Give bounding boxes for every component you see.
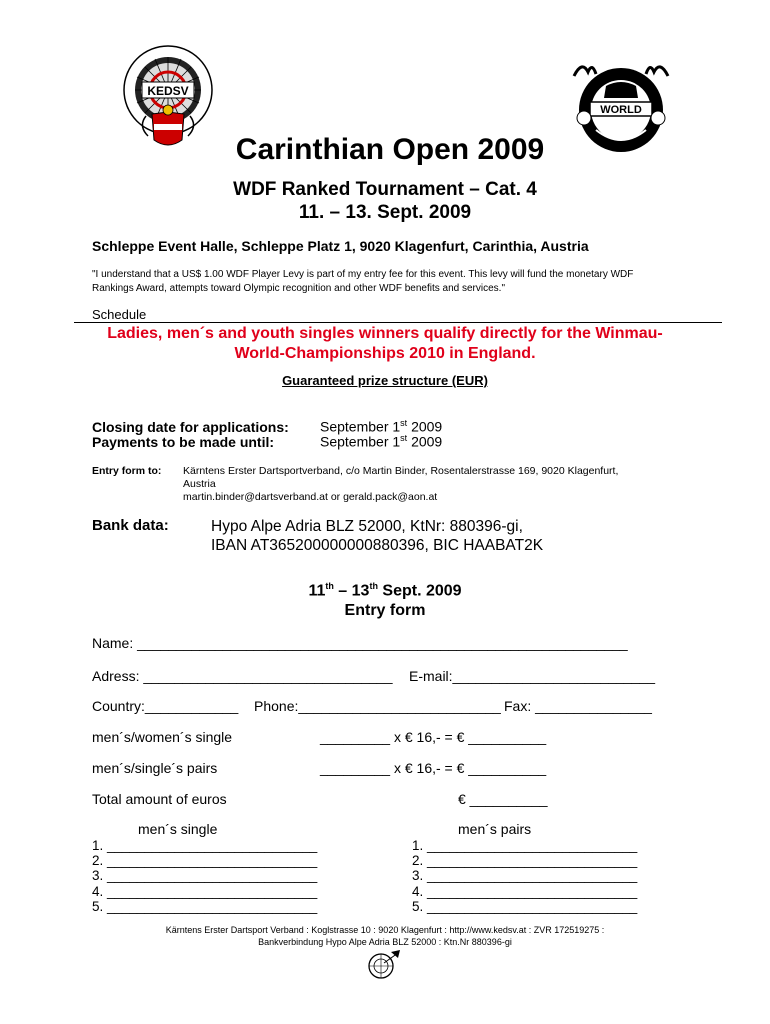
entry-date-start-sup: th [325,581,334,591]
entry-to-line-2: Austria [183,478,216,490]
total-amount-field[interactable]: € __________ [458,791,548,807]
entry-date-end: – 13 [333,582,370,600]
single-fee-calc[interactable]: _________ x € 16,- = € __________ [320,729,547,745]
wdf-logo-text: WORLD [600,104,642,116]
payment-date-sup: st [400,433,408,443]
closing-date-text: September 1 [320,418,401,435]
levy-statement: "I understand that a US$ 1.00 WDF Player Levy is part of my entry fee for this event. This levy will fund the monetary WDF Rankings Award, attempts toward Olympic recognition and other WDF benefits and services." [92,269,634,294]
list-item[interactable]: 1. ____________________________ [412,838,638,853]
list-item[interactable]: 2. ____________________________ [92,853,318,869]
list-item[interactable]: 1. ____________________________ [92,838,318,853]
entry-to-line-1: Kärntens Erster Dartsportverband, c/o Martin Binder, Rosentalerstrasse 169, 9020 Klagenfurt, [183,465,619,477]
bank-line-1: Hypo Alpe Adria BLZ 52000, KtNr: 880396-gi, [211,518,523,535]
list-item[interactable]: 4. ____________________________ [412,883,638,899]
bank-label: Bank data: [92,517,169,534]
adress-field[interactable]: Adress: ________________________________ [92,668,393,684]
entry-to-emails[interactable]: martin.binder@dartsverband.at or gerald.pack@aon.at [183,491,438,503]
single-list-heading: men´s single [138,821,218,837]
fax-field[interactable]: Fax: _______________ [504,698,652,714]
email-field[interactable]: E-mail:__________________________ [409,668,655,684]
payment-date-value [320,433,442,450]
tournament-subtitle: WDF Ranked Tournament – Cat. 4 [233,179,537,200]
footer-line-1: Kärntens Erster Dartsport Verband : Koglstrasse 10 : 9020 Klagenfurt : http://www.kedsv.at : ZVR 172519275 : [165,925,605,935]
closing-date-year: 2009 [407,418,443,435]
list-item[interactable]: 2. ____________________________ [412,853,638,869]
tournament-dates: 11. – 13. Sept. 2009 [298,202,472,223]
qualification-notice [20,324,750,364]
list-item[interactable]: 3. ____________________________ [92,868,318,884]
country-field[interactable]: Country:____________ [92,698,239,714]
page-title: Carinthian Open 2009 [235,133,545,166]
venue-address: Schleppe Event Halle, Schleppe Platz 1, 9020 Klagenfurt, Carinthia, Austria [92,238,589,254]
single-list [92,838,317,914]
pairs-fee-label: men´s/single´s pairs [92,760,218,776]
total-label: Total amount of euros [92,791,227,807]
pairs-fee-calc[interactable]: _________ x € 16,- = € __________ [320,760,547,776]
entry-to-address [183,465,618,504]
single-fee-label: men´s/women´s single [92,729,233,745]
qualification-line-1: Ladies, men´s and youth singles winners qualify directly for the Winmau- [107,325,663,342]
bank-line-2: IBAN AT365200000000880396, BIC HAABAT2K [211,537,544,554]
entry-date-end-sup: th [369,581,378,591]
phone-field[interactable]: Phone:__________________________ [254,698,501,714]
payment-date-text: September 1 [320,433,401,450]
bank-details [211,517,543,555]
entry-date-month: Sept. 2009 [377,582,462,600]
name-field[interactable]: Name: _______________________________________________________________ [92,635,628,651]
list-item[interactable]: 5. ____________________________ [412,898,638,914]
entry-date-start: 11 [308,582,326,600]
footer-logo-icon [364,948,406,980]
entry-to-label: Entry form to: [92,465,162,477]
pairs-list [412,838,637,914]
closing-date-label: Closing date for applications: [92,419,289,435]
divider [74,322,722,323]
footer-line-2: Bankverbindung Hypo Alpe Adria BLZ 52000 : Ktn.Nr 880396-gi [258,937,512,947]
list-item[interactable]: 4. ____________________________ [92,883,318,899]
footer [0,924,770,948]
pairs-list-heading: men´s pairs [458,821,532,837]
qualification-line-2: World-Championships 2010 in England. [234,345,536,362]
schedule-label: Schedule [92,307,147,322]
payment-date-label: Payments to be made until: [92,434,275,450]
kedsv-logo-text: KEDSV [147,84,189,98]
payment-date-year: 2009 [407,433,443,450]
prize-heading: Guaranteed prize structure (EUR) [282,373,488,388]
entry-form-heading: Entry form [344,602,426,619]
closing-date-sup: st [400,418,408,428]
list-item[interactable]: 3. ____________________________ [412,868,638,884]
entry-form-dates [0,581,770,600]
list-item[interactable]: 5. ____________________________ [92,898,318,914]
